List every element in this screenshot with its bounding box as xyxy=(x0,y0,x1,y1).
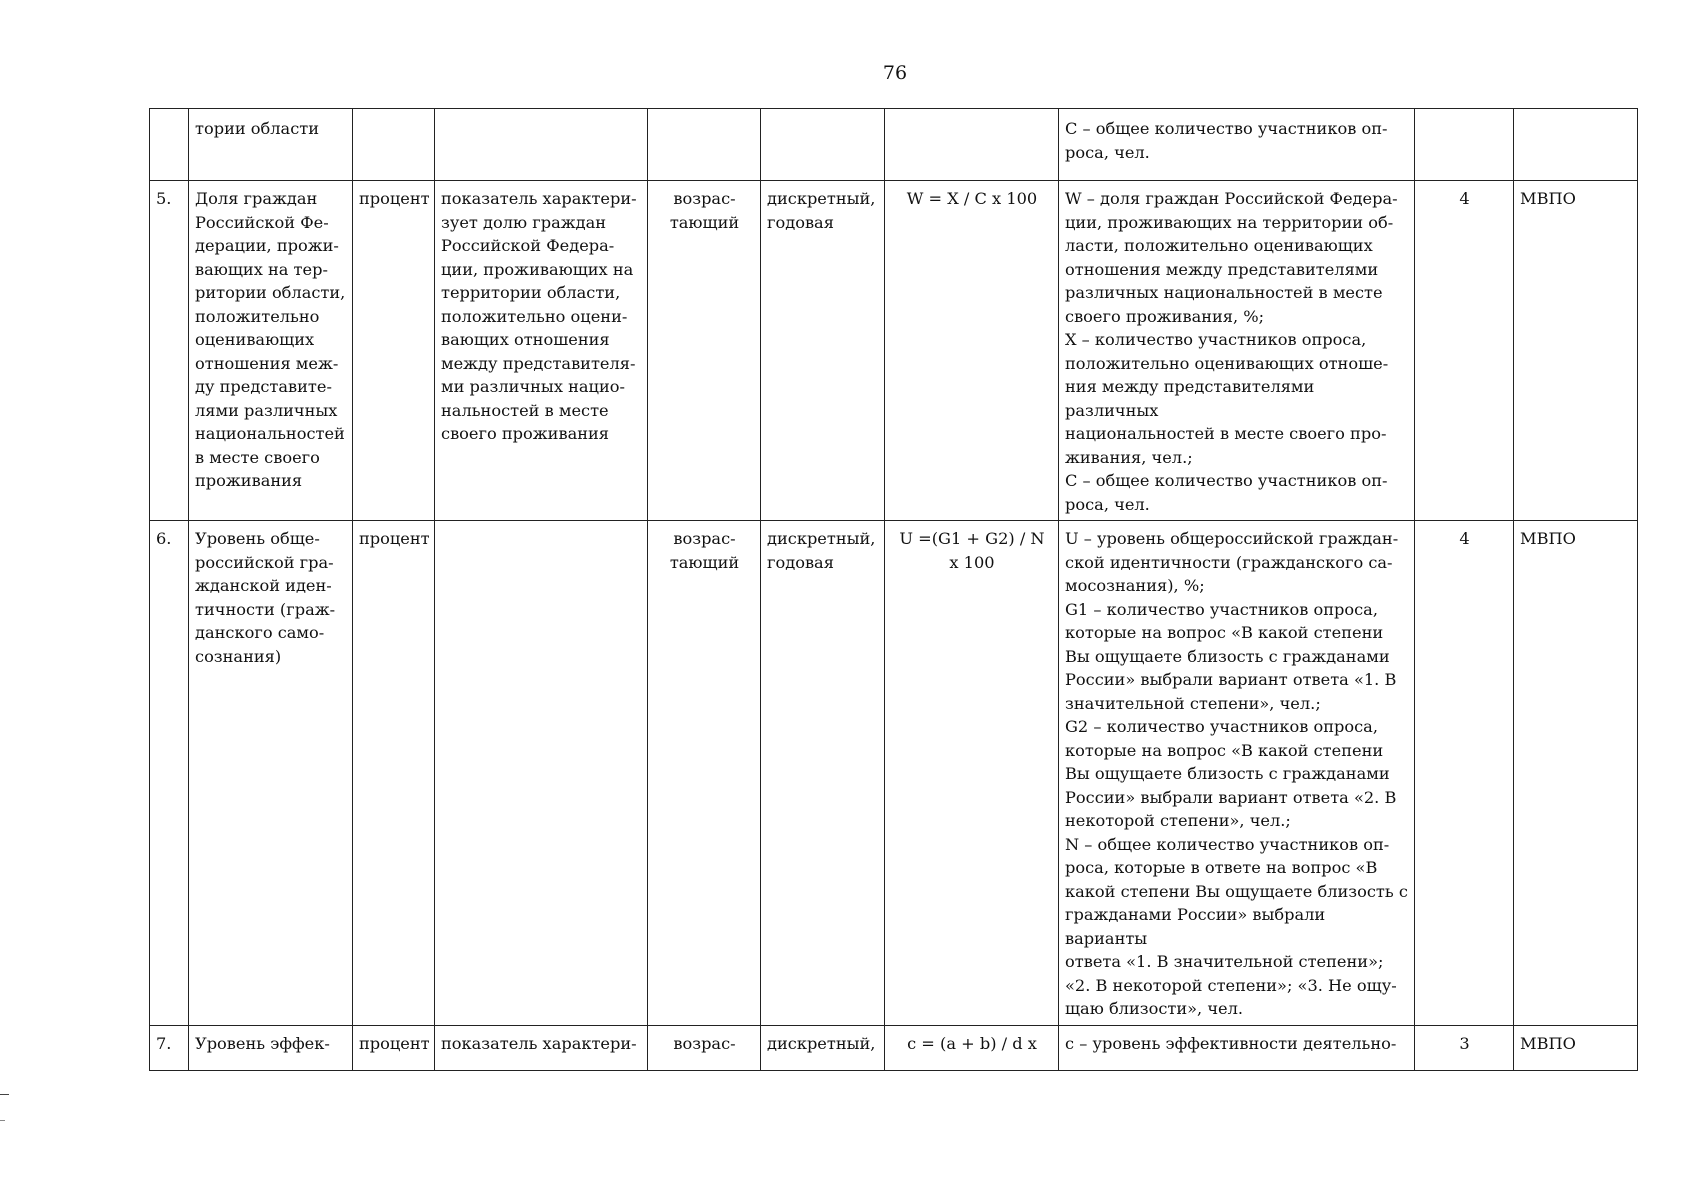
trend-cell: возрас- тающий xyxy=(648,521,761,1026)
margin-mark xyxy=(0,1120,5,1121)
row-number-cell: 6. xyxy=(150,521,189,1026)
table-row xyxy=(150,109,1638,181)
formula-cell: c = (a + b) / d x xyxy=(885,1025,1059,1070)
type-cell: дискретный, годовая xyxy=(761,521,885,1026)
type-cell xyxy=(761,109,885,181)
source-cell: МВПО xyxy=(1514,1025,1638,1070)
trend-cell: возрас- тающий xyxy=(648,181,761,521)
code-cell: 4 xyxy=(1415,521,1514,1026)
indicator-name-cell: тории области xyxy=(189,109,353,181)
indicators-table xyxy=(149,108,1638,1071)
unit-cell: процент xyxy=(353,181,435,521)
method-cell: c – уровень эффективности деятельно- xyxy=(1059,1025,1415,1070)
unit-cell xyxy=(353,109,435,181)
method-cell: C – общее количество участников оп- роса, чел. xyxy=(1059,109,1415,181)
formula-cell: U =(G1 + G2) / N x 100 xyxy=(885,521,1059,1026)
margin-mark xyxy=(0,1094,9,1095)
unit-cell: процент xyxy=(353,521,435,1026)
description-cell xyxy=(435,109,648,181)
description-cell: показатель характери- зует долю граждан Российской Федера- ции, проживающих на территории области, положительно оцени- вающих отношения между представителя- ми различных нацио- нальностей в месте своего проживания xyxy=(435,181,648,521)
table-row xyxy=(150,521,1638,1026)
source-cell: МВПО xyxy=(1514,181,1638,521)
table-row xyxy=(150,1025,1638,1070)
row-number-cell: 7. xyxy=(150,1025,189,1070)
unit-cell: процент xyxy=(353,1025,435,1070)
type-cell: дискретный, годовая xyxy=(761,181,885,521)
source-cell xyxy=(1514,109,1638,181)
row-number-cell: 5. xyxy=(150,181,189,521)
description-cell: показатель характери- xyxy=(435,1025,648,1070)
page-number: 76 xyxy=(882,62,908,84)
formula-cell: W = X / C x 100 xyxy=(885,181,1059,521)
code-cell: 3 xyxy=(1415,1025,1514,1070)
trend-cell: возрас- xyxy=(648,1025,761,1070)
formula-cell xyxy=(885,109,1059,181)
indicator-name-cell: Доля граждан Российской Фе- дерации, прожи- вающих на тер- ритории области, положительно оценивающих отношения меж- ду представите- лями различных национальностей в месте своего проживания xyxy=(189,181,353,521)
source-cell: МВПО xyxy=(1514,521,1638,1026)
method-cell: W – доля граждан Российской Федера- ции, проживающих на территории об- ласти, положительно оценивающих отношения между представителями различных национальностей в месте своего проживания, %; X – количество участников опроса, положительно оценивающих отноше- ния между представителями различных национальностей в месте своего про- живания, чел.; C – общее количество участников оп- роса, чел. xyxy=(1059,181,1415,521)
row-number-cell xyxy=(150,109,189,181)
indicator-name-cell: Уровень обще- российской гра- жданской иден- тичности (граж- данского само- сознания) xyxy=(189,521,353,1026)
indicator-name-cell: Уровень эффек- xyxy=(189,1025,353,1070)
type-cell: дискретный, xyxy=(761,1025,885,1070)
description-cell xyxy=(435,521,648,1026)
code-cell xyxy=(1415,109,1514,181)
code-cell: 4 xyxy=(1415,181,1514,521)
table-row xyxy=(150,181,1638,521)
method-cell: U – уровень общероссийской граждан- ской идентичности (гражданского са- мосознания), %; G1 – количество участников опроса, которые на вопрос «В какой степени Вы ощущаете близость с гражданами России» выбрали вариант ответа «1. В значительной степени», чел.; G2 – количество участников опроса, которые на вопрос «В какой степени Вы ощущаете близость с гражданами России» выбрали вариант ответа «2. В некоторой степени», чел.; N – общее количество участников оп- роса, которые в ответе на вопрос «В какой степени Вы ощущаете близость с гражданами России» выбрали варианты ответа «1. В значительной степени»; «2. В некоторой степени»; «3. Не ощу- щаю близости», чел. xyxy=(1059,521,1415,1026)
trend-cell xyxy=(648,109,761,181)
